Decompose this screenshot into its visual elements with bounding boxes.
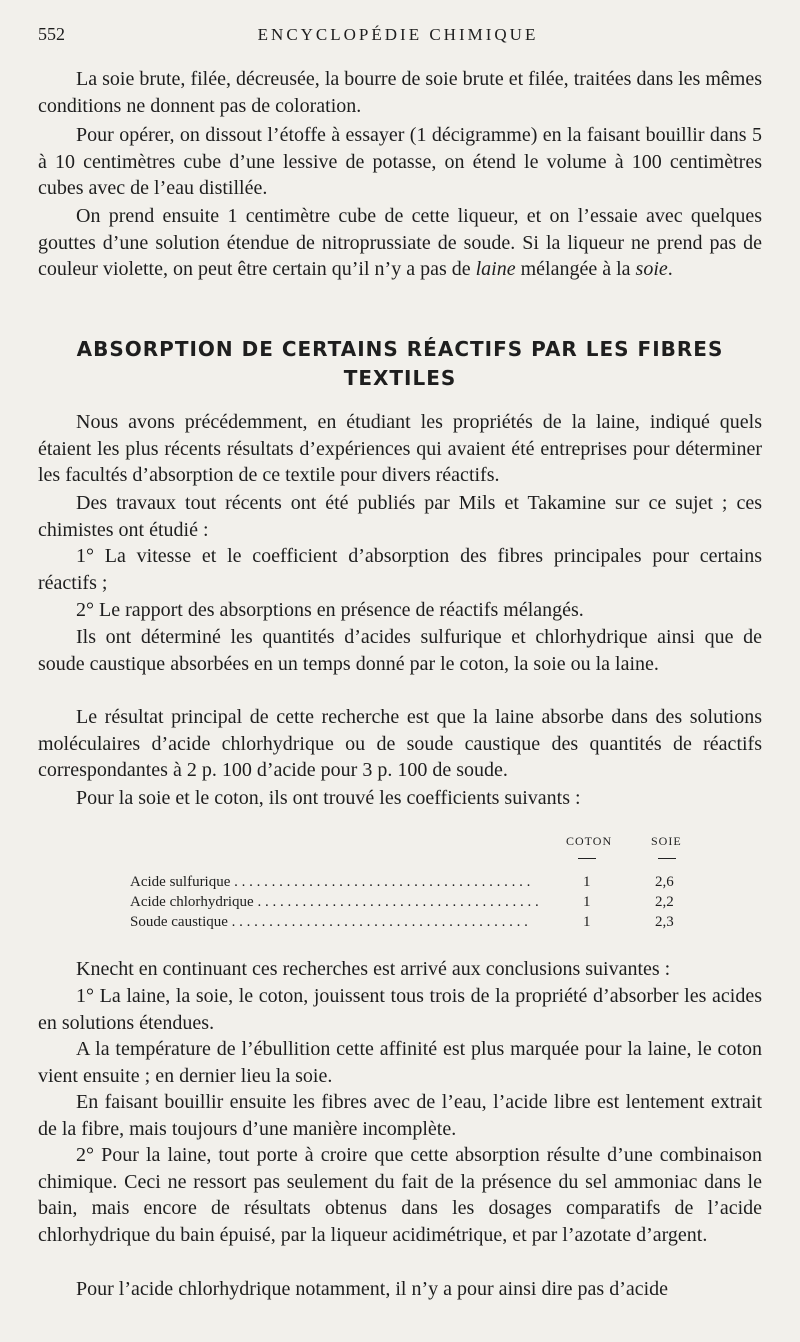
section-paragraph-7: Pour la soie et le coton, ils ont trouvé les coefficients suivants : bbox=[76, 787, 581, 809]
conclusions-paragraph-2: 1° La laine, la soie, le coton, jouissent tous trois de la propriété d’absorber les acides en solutions étendues. bbox=[38, 985, 762, 1034]
conclusions-paragraph-4: En faisant bouillir ensuite les fibres avec de l’eau, l’acide libre est lentement extrait de la fibre, mais toujours d’une manière incomplète. bbox=[38, 1091, 762, 1140]
section-paragraph-6: Le résultat principal de cette recherche est que la laine absorbe dans des solutions moléculaires d’acide chlorhydrique ou de soude caustique des quantités de réactifs correspondantes à 2 p. 100 d’acide pour 3 p. 100 de soude. bbox=[38, 706, 762, 782]
intro-paragraph-3-mid: mélangée à la bbox=[515, 258, 636, 281]
conclusions-paragraph-1: Knecht en continuant ces recherches est arrivé aux conclusions suivantes : bbox=[76, 958, 671, 980]
intro-paragraph-3-main: On prend ensuite 1 centimètre cube de cette liqueur, et on l’essaie avec quelques gouttes d’une solution étendue de nitroprussiate de soude. Si la liqueur ne prend pas de couleur violette, on peut être certain qu’il n’y a pas de bbox=[38, 205, 762, 281]
table-row bbox=[130, 894, 690, 914]
table-row-label: Soude caustique . . . bbox=[130, 914, 540, 931]
page-number: 552 bbox=[38, 24, 65, 44]
table-cell-soie: 2,2 bbox=[655, 894, 674, 910]
table-header-rule bbox=[578, 858, 596, 859]
page-header bbox=[38, 24, 758, 54]
intro-paragraph-3 bbox=[38, 203, 762, 283]
intro-paragraph-2: Pour opérer, on dissout l’étoffe à essayer (1 décigramme) en la faisant bouillir dans 5 à 10 centimètres cube d’une lessive de potasse, on étend le volume à 100 centimètres cubes avec de l’eau distillée. bbox=[38, 124, 762, 200]
term-soie: soie bbox=[635, 258, 668, 281]
section-heading: ABSORPTION DE CERTAINS RÉACTIFS PAR LES FIBRES TEXTILES bbox=[76, 337, 724, 390]
table-header-rule bbox=[658, 858, 676, 859]
section-paragraph-2: Des travaux tout récents ont été publiés par Mils et Takamine sur ce sujet ; ces chimistes ont étudié : bbox=[38, 492, 762, 541]
intro-paragraph-3-end: . bbox=[667, 258, 673, 281]
section-paragraph-1: Nous avons précédemment, en étudiant les propriétés de la laine, indiqué quels étaient les plus récents résultats d’expériences qui avaient été entreprises pour déterminer les facultés d’absorption de ce textile pour divers réactifs. bbox=[38, 411, 762, 487]
table-row-label: Acide sulfurique . . . bbox=[130, 874, 540, 891]
table-header-soie: SOIE bbox=[651, 834, 682, 848]
table-cell-soie: 2,3 bbox=[655, 914, 674, 930]
table-cell-coton: 1 bbox=[583, 874, 591, 890]
section-paragraph-4: 2° Le rapport des absorptions en présence de réactifs mélangés. bbox=[76, 599, 584, 621]
table-row bbox=[130, 914, 690, 934]
section-paragraph-5: Ils ont déterminé les quantités d’acides sulfurique et chlorhydrique ainsi que de soude caustique absorbées en un temps donné par le coton, la soie ou la laine. bbox=[38, 626, 762, 675]
conclusions-paragraph-6: Pour l’acide chlorhydrique notamment, il n’y a pour ainsi dire pas d’acide bbox=[76, 1278, 669, 1300]
table-cell-coton: 1 bbox=[583, 894, 591, 910]
table-cell-coton: 1 bbox=[583, 914, 591, 930]
running-title: ENCYCLOPÉDIE CHIMIQUE bbox=[257, 25, 539, 44]
table-header-coton: COTON bbox=[566, 834, 613, 848]
table-row-label: Acide chlorhydrique . . . bbox=[130, 894, 540, 911]
conclusions-paragraph-3: A la température de l’ébullition cette affinité est plus marquée pour la laine, le coton vient ensuite ; en dernier lieu la soie. bbox=[38, 1038, 762, 1087]
table-row bbox=[130, 874, 690, 894]
coefficients-table bbox=[130, 834, 690, 930]
intro-paragraph-1: La soie brute, filée, décreusée, la bourre de soie brute et filée, traitées dans les mêmes conditions ne donnent pas de coloration. bbox=[38, 68, 762, 117]
term-laine: laine bbox=[475, 258, 516, 281]
section-paragraph-3: 1° La vitesse et le coefficient d’absorption des fibres principales pour certains réactifs ; bbox=[38, 545, 762, 594]
conclusions-paragraph-5: 2° Pour la laine, tout porte à croire que cette absorption résulte d’une combinaison chimique. Ceci ne ressort pas seulement du fait de la présence du sel ammoniac dans le bain, mais encore de résultats obtenus dans les dosages comparatifs de l’acide chlorhydrique du bain épuisé, par la liqueur acidimétrique, et par l’azotate d’argent. bbox=[38, 1144, 762, 1246]
table-cell-soie: 2,6 bbox=[655, 874, 674, 890]
